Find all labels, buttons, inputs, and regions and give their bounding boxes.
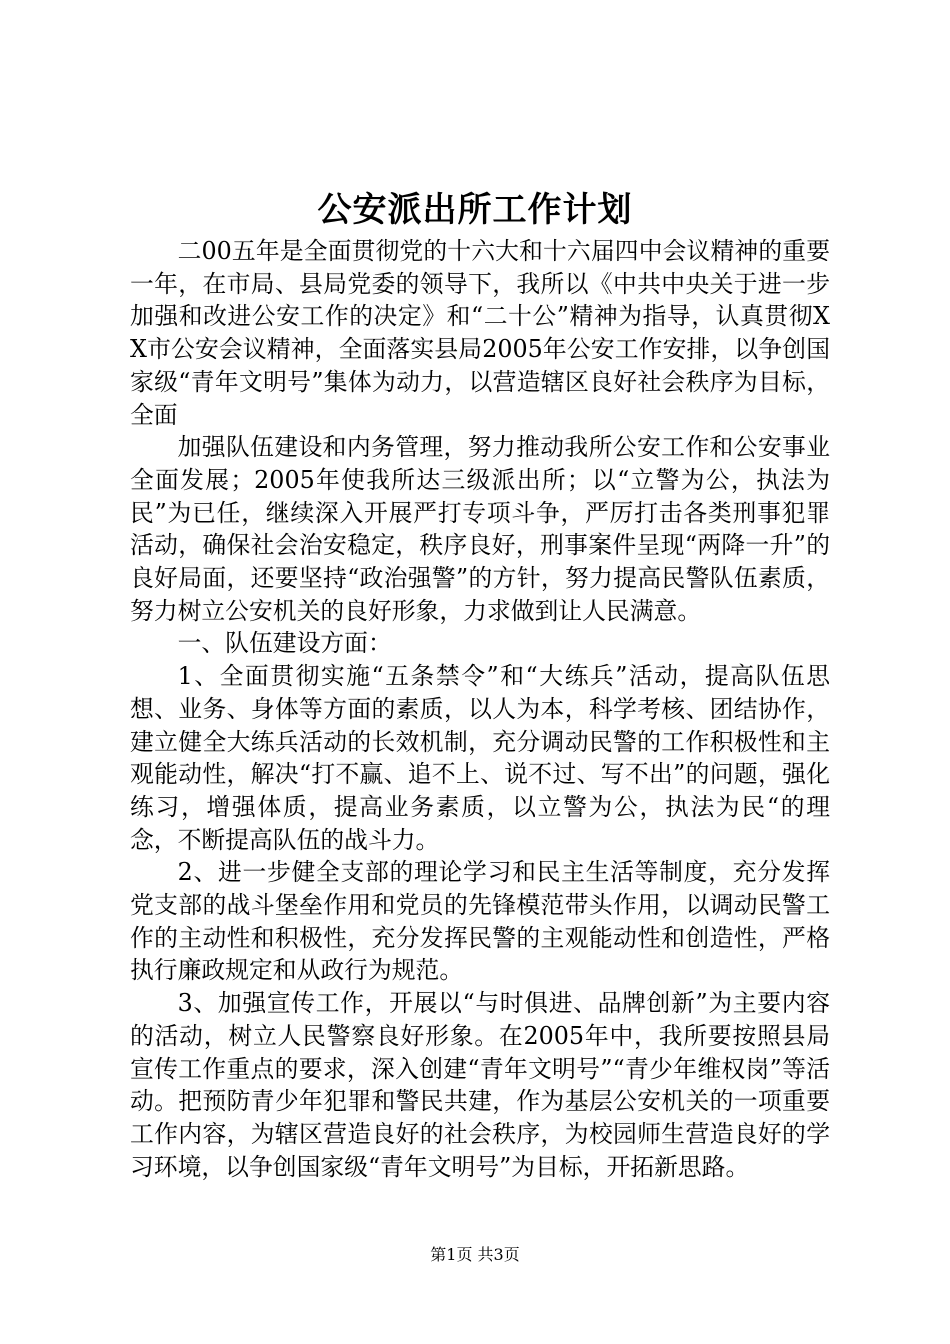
document-title: 公安派出所工作计划 — [317, 190, 633, 230]
section-heading-team-building: 一、队伍建设方面： — [177, 629, 392, 658]
document-body — [130, 235, 830, 1183]
paragraph-intro: 二00五年是全面贯彻党的十六大和十六届四中会议精神的重要一年，在市局、县局党委的领导下，我所以《中共中央关于进一步加强和改进公安工作的决定》和“二十公”精神为指导，认真贯彻XX市公安会议精神，全面落实县局2005年公安工作安排，以争创国家级“青年文明号”集体为动力，以营造辖区良好社会秩序为目标，全面 — [130, 237, 830, 429]
paragraph-item-2: 2、进一步健全支部的理论学习和民主生活等制度，充分发挥党支部的战斗堡垒作用和党员的先锋模范带头作用，以调动民警工作的主动性和积极性，充分发挥民警的主观能动性和创造性，严格执行廉政规定和从政行为规范。 — [130, 858, 830, 985]
page-footer: 第1页 共3页 — [430, 1245, 520, 1264]
paragraph-goals: 加强队伍建设和内务管理，努力推动我所公安工作和公安事业全面发展；2005年使我所达三级派出所；以“立警为公，执法为民”为已任，继续深入开展严打专项斗争，严厉打击各类刑事犯罪活动，确保社会治安稳定，秩序良好，刑事案件呈现“两降一升”的良好局面，还要坚持“政治强警”的方针，努力提高民警队伍素质，努力树立公安机关的良好形象，力求做到让人民满意。 — [130, 433, 830, 625]
paragraph-item-1: 1、全面贯彻实施“五条禁令”和“大练兵”活动，提高队伍思想、业务、身体等方面的素质，以人为本，科学考核、团结协作，建立健全大练兵活动的长效机制，充分调动民警的工作积极性和主观能动性，解决“打不赢、追不上、说不过、写不出”的问题，强化练习，增强体质，提高业务素质，以立警为公，执法为民“的理念，不断提高队伍的战斗力。 — [130, 662, 830, 854]
paragraph-item-3: 3、加强宣传工作，开展以“与时俱进、品牌创新”为主要内容的活动，树立人民警察良好形象。在2005年中，我所要按照县局宣传工作重点的要求，深入创建“青年文明号”“青少年维权岗”等活动。把预防青少年犯罪和警民共建，作为基层公安机关的一项重要工作内容，为辖区营造良好的社会秩序，为校园师生营造良好的学习环境，以争创国家级“青年文明号”为目标，开拓新思路。 — [130, 989, 830, 1181]
